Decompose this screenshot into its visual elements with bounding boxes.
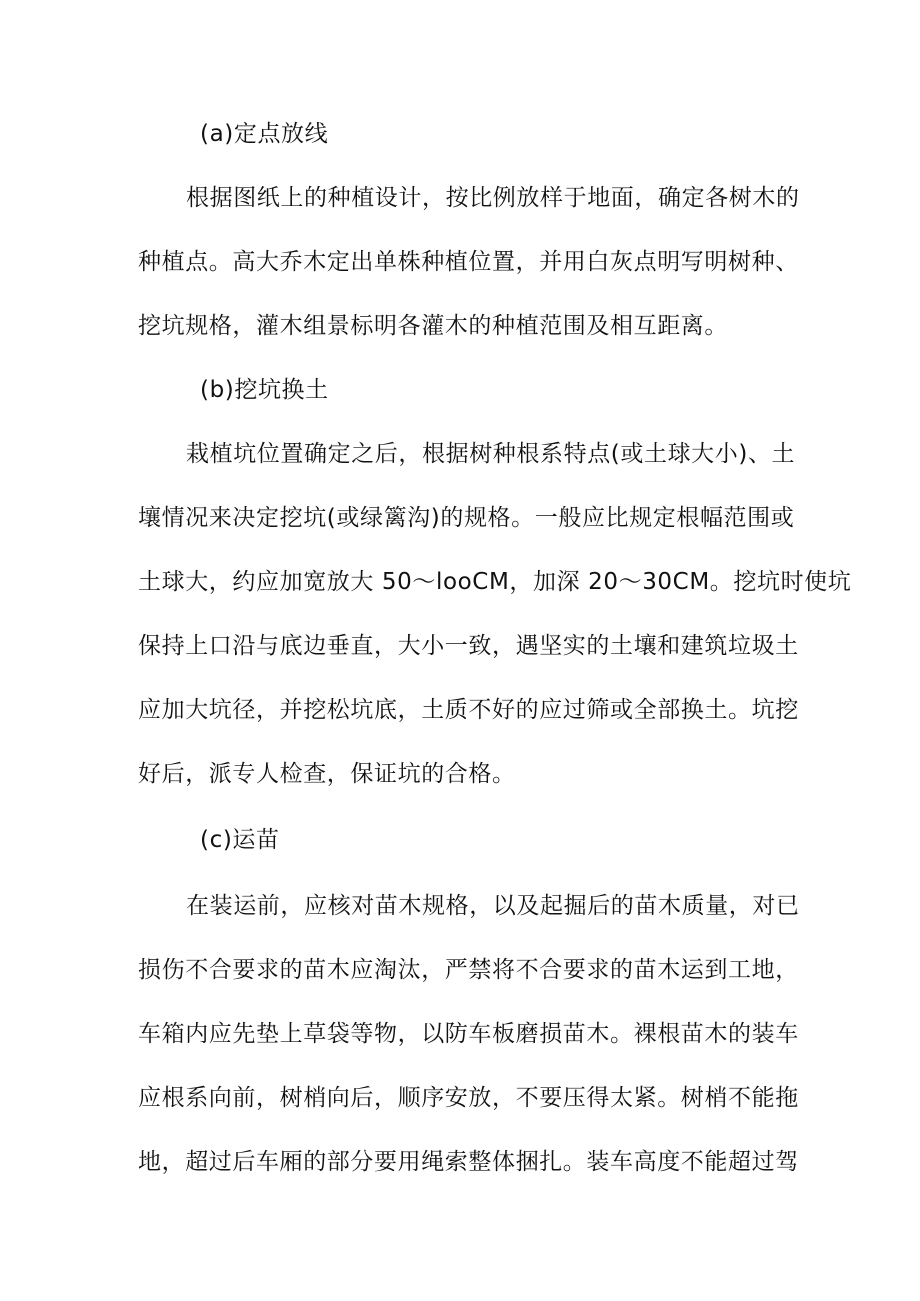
paragraph-line: 在装运前，应核对苗木规格，以及起掘后的苗木质量，对已	[186, 893, 800, 919]
paragraph-line: 车箱内应先垫上草袋等物，以防车板磨损苗木。裸根苗木的装车	[138, 1021, 799, 1047]
paragraph-line: 损伤不合要求的苗木应淘汰，严禁将不合要求的苗木运到工地，	[138, 957, 799, 983]
section-heading-b: (b)挖坑换土	[200, 377, 329, 403]
paragraph-line: 地，超过后车厢的部分要用绳索整体捆扎。装车高度不能超过驾	[138, 1149, 799, 1175]
section-heading-a: (a)定点放线	[200, 121, 329, 147]
section-heading-c: (c)运苗	[200, 827, 280, 853]
paragraph-line: 好后，派专人检查，保证坑的合格。	[138, 761, 516, 787]
paragraph-line: 根据图纸上的种植设计，按比例放样于地面，确定各树木的	[186, 185, 800, 211]
paragraph-line: 应加大坑径，并挖松坑底，土质不好的应过筛或全部换土。坑挖	[138, 697, 799, 723]
paragraph-line: 种植点。高大乔木定出单株种植位置，并用白灰点明写明树种、	[138, 249, 799, 275]
paragraph-line: 挖坑规格，灌木组景标明各灌木的种植范围及相互距离。	[138, 313, 728, 339]
paragraph-line: 保持上口沿与底边垂直，大小一致，遇坚实的土壤和建筑垃圾土	[138, 633, 799, 659]
paragraph-line: 壤情况来决定挖坑(或绿篱沟)的规格。一般应比规定根幅范围或	[138, 505, 795, 531]
paragraph-line: 应根系向前，树梢向后，顺序安放，不要压得太紧。树梢不能拖	[138, 1085, 799, 1111]
paragraph-line: 栽植坑位置确定之后，根据树种根系特点(或土球大小)、土	[186, 441, 796, 467]
paragraph-line: 土球大，约应加宽放大 50～looCM，加深 20～30CM。挖坑时使坑	[138, 569, 852, 595]
